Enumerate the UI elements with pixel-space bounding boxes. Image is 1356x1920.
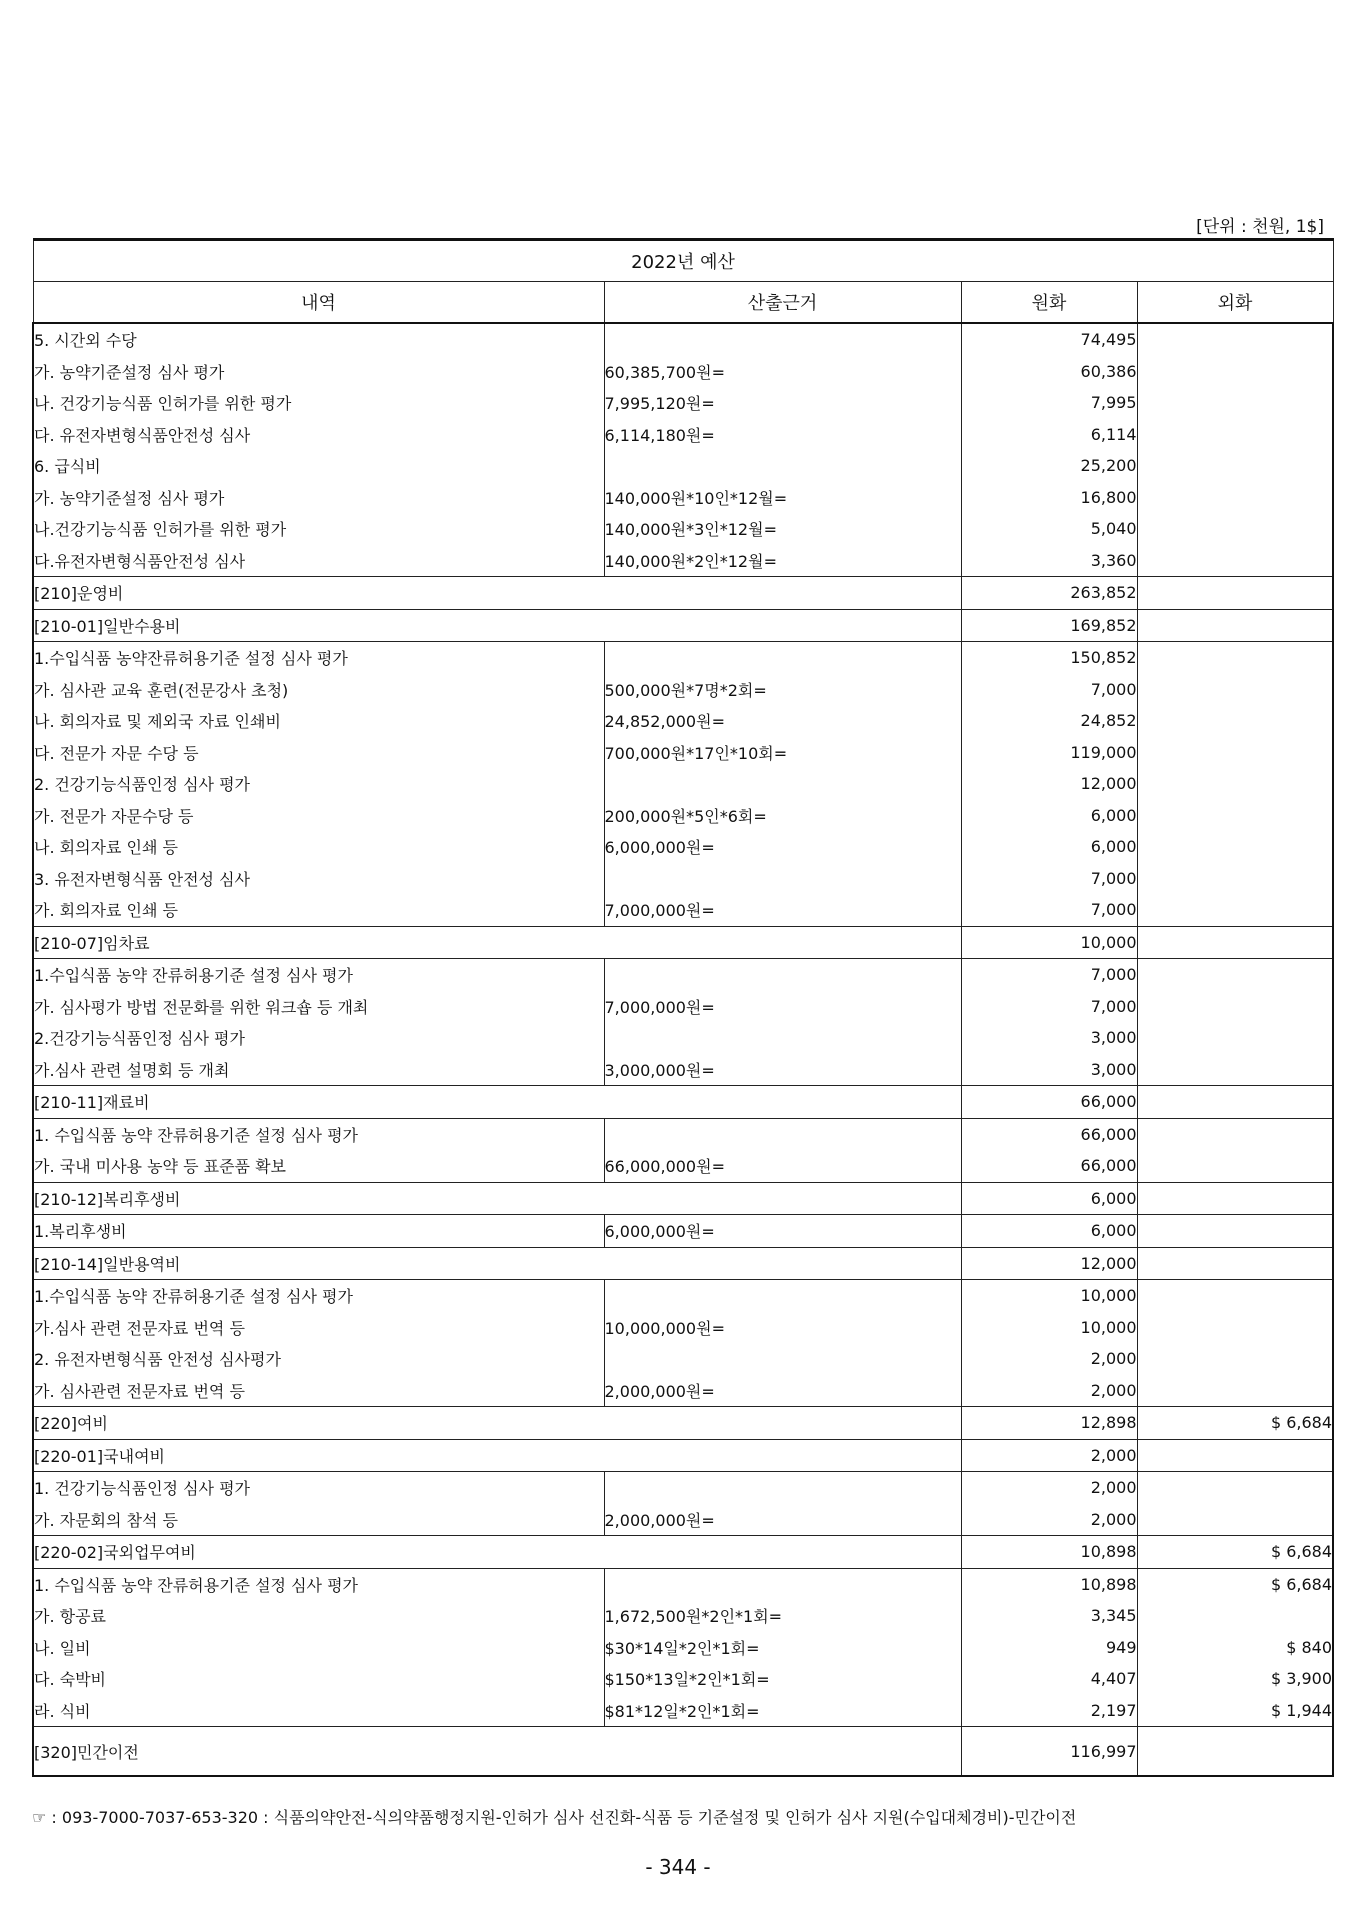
row-fx-amount xyxy=(1137,1118,1333,1150)
row-basis: 6,114,180원= xyxy=(604,419,961,451)
row-description: [220-02]국외업무여비 xyxy=(33,1536,961,1569)
row-krw-amount: 25,200 xyxy=(961,450,1137,482)
row-basis: 140,000원*10인*12월= xyxy=(604,482,961,514)
table-row xyxy=(33,1182,1333,1215)
table-row xyxy=(33,768,1333,800)
row-basis: 66,000,000원= xyxy=(604,1150,961,1182)
row-description: [220]여비 xyxy=(33,1407,961,1440)
table-row xyxy=(33,991,1333,1023)
row-krw-amount: 6,000 xyxy=(961,831,1137,863)
table-row xyxy=(33,1022,1333,1054)
table-row xyxy=(33,356,1333,388)
row-krw-amount: 150,852 xyxy=(961,642,1137,674)
row-description: 나. 회의자료 및 제외국 자료 인쇄비 xyxy=(33,705,604,737)
row-fx-amount xyxy=(1137,831,1333,863)
row-krw-amount: 2,197 xyxy=(961,1695,1137,1727)
row-fx-amount xyxy=(1137,1182,1333,1215)
table-row xyxy=(33,674,1333,706)
row-description: 나. 회의자료 인쇄 등 xyxy=(33,831,604,863)
row-krw-amount: 7,000 xyxy=(961,863,1137,895)
row-krw-amount: 10,000 xyxy=(961,926,1137,959)
row-fx-amount: $ 6,684 xyxy=(1137,1407,1333,1440)
table-row xyxy=(33,705,1333,737)
row-basis: 24,852,000원= xyxy=(604,705,961,737)
row-basis: $30*14일*2인*1회= xyxy=(604,1632,961,1664)
row-basis: 7,995,120원= xyxy=(604,387,961,419)
row-basis: 2,000,000원= xyxy=(604,1375,961,1407)
row-basis: 3,000,000원= xyxy=(604,1054,961,1086)
table-row xyxy=(33,1536,1333,1569)
row-fx-amount xyxy=(1137,1504,1333,1536)
row-fx-amount xyxy=(1137,894,1333,926)
row-description: 2. 유전자변형식품 안전성 심사평가 xyxy=(33,1343,604,1375)
row-krw-amount: 2,000 xyxy=(961,1375,1137,1407)
row-krw-amount: 10,000 xyxy=(961,1312,1137,1344)
row-krw-amount: 7,000 xyxy=(961,894,1137,926)
row-fx-amount xyxy=(1137,450,1333,482)
row-basis: 6,000,000원= xyxy=(604,831,961,863)
row-fx-amount xyxy=(1137,609,1333,642)
row-krw-amount: 12,000 xyxy=(961,768,1137,800)
table-row xyxy=(33,737,1333,769)
row-krw-amount: 10,898 xyxy=(961,1568,1137,1600)
row-description: [210-07]임차료 xyxy=(33,926,961,959)
row-description: 5. 시간외 수당 xyxy=(33,323,604,356)
row-basis: 1,672,500원*2인*1회= xyxy=(604,1600,961,1632)
row-basis xyxy=(604,1022,961,1054)
row-description: 나. 건강기능식품 인허가를 위한 평가 xyxy=(33,387,604,419)
table-row xyxy=(33,1695,1333,1727)
row-krw-amount: 5,040 xyxy=(961,513,1137,545)
table-row xyxy=(33,1375,1333,1407)
table-row xyxy=(33,1150,1333,1182)
table-row xyxy=(33,831,1333,863)
table-row xyxy=(33,419,1333,451)
row-krw-amount: 6,114 xyxy=(961,419,1137,451)
table-row xyxy=(33,1215,1333,1248)
row-krw-amount: 66,000 xyxy=(961,1118,1137,1150)
row-krw-amount: 7,000 xyxy=(961,959,1137,991)
row-basis xyxy=(604,768,961,800)
row-description: [210]운영비 xyxy=(33,577,961,610)
row-description: 가. 농약기준설정 심사 평가 xyxy=(33,356,604,388)
row-basis: 7,000,000원= xyxy=(604,991,961,1023)
row-description: [210-01]일반수용비 xyxy=(33,609,961,642)
row-description: 다. 유전자변형식품안전성 심사 xyxy=(33,419,604,451)
table-row xyxy=(33,1472,1333,1504)
row-krw-amount: 949 xyxy=(961,1632,1137,1664)
row-basis: 700,000원*17인*10회= xyxy=(604,737,961,769)
row-krw-amount: 66,000 xyxy=(961,1086,1137,1119)
row-description: 1. 수입식품 농약 잔류허용기준 설정 심사 평가 xyxy=(33,1118,604,1150)
table-row xyxy=(33,482,1333,514)
row-fx-amount: $ 6,684 xyxy=(1137,1536,1333,1569)
row-krw-amount: 6,000 xyxy=(961,1215,1137,1248)
row-krw-amount: 66,000 xyxy=(961,1150,1137,1182)
row-basis: 140,000원*2인*12월= xyxy=(604,545,961,577)
row-krw-amount: 60,386 xyxy=(961,356,1137,388)
row-description: 다.유전자변형식품안전성 심사 xyxy=(33,545,604,577)
row-description: 2.건강기능식품인정 심사 평가 xyxy=(33,1022,604,1054)
row-fx-amount xyxy=(1137,800,1333,832)
row-krw-amount: 6,000 xyxy=(961,800,1137,832)
row-basis: 7,000,000원= xyxy=(604,894,961,926)
row-description: 가. 농약기준설정 심사 평가 xyxy=(33,482,604,514)
row-description: 나. 일비 xyxy=(33,1632,604,1664)
row-fx-amount xyxy=(1137,482,1333,514)
row-fx-amount xyxy=(1137,1600,1333,1632)
row-basis xyxy=(604,1118,961,1150)
row-basis xyxy=(604,1343,961,1375)
budget-table-body xyxy=(33,323,1333,1776)
row-krw-amount: 74,495 xyxy=(961,323,1137,356)
row-fx-amount xyxy=(1137,1054,1333,1086)
row-basis: 2,000,000원= xyxy=(604,1504,961,1536)
table-row xyxy=(33,545,1333,577)
row-description: 6. 급식비 xyxy=(33,450,604,482)
table-row xyxy=(33,1280,1333,1312)
row-krw-amount: 10,000 xyxy=(961,1280,1137,1312)
row-description: 가. 전문가 자문수당 등 xyxy=(33,800,604,832)
row-krw-amount: 7,000 xyxy=(961,674,1137,706)
row-krw-amount: 16,800 xyxy=(961,482,1137,514)
row-fx-amount: $ 6,684 xyxy=(1137,1568,1333,1600)
row-fx-amount xyxy=(1137,1022,1333,1054)
row-description: 가. 심사관 교육 훈련(전문강사 초청) xyxy=(33,674,604,706)
row-fx-amount xyxy=(1137,1439,1333,1472)
row-basis xyxy=(604,863,961,895)
row-fx-amount xyxy=(1137,863,1333,895)
row-description: 가.심사 관련 설명회 등 개최 xyxy=(33,1054,604,1086)
row-krw-amount: 12,898 xyxy=(961,1407,1137,1440)
row-fx-amount xyxy=(1137,1280,1333,1312)
row-basis xyxy=(604,1280,961,1312)
row-fx-amount: $ 840 xyxy=(1137,1632,1333,1664)
row-basis: 500,000원*7명*2회= xyxy=(604,674,961,706)
row-fx-amount xyxy=(1137,1375,1333,1407)
row-krw-amount: 4,407 xyxy=(961,1663,1137,1695)
row-fx-amount xyxy=(1137,959,1333,991)
row-krw-amount: 2,000 xyxy=(961,1504,1137,1536)
table-row xyxy=(33,1504,1333,1536)
row-description: 다. 숙박비 xyxy=(33,1663,604,1695)
row-basis: 140,000원*3인*12월= xyxy=(604,513,961,545)
table-row xyxy=(33,1407,1333,1440)
row-krw-amount: 263,852 xyxy=(961,577,1137,610)
budget-table xyxy=(32,238,1334,1777)
row-fx-amount xyxy=(1137,1215,1333,1248)
row-fx-amount xyxy=(1137,991,1333,1023)
row-fx-amount xyxy=(1137,356,1333,388)
table-row xyxy=(33,894,1333,926)
row-fx-amount xyxy=(1137,545,1333,577)
row-description: 다. 전문가 자문 수당 등 xyxy=(33,737,604,769)
row-fx-amount xyxy=(1137,1343,1333,1375)
table-row xyxy=(33,1247,1333,1280)
table-row xyxy=(33,863,1333,895)
row-fx-amount xyxy=(1137,1086,1333,1119)
row-description: 1. 건강기능식품인정 심사 평가 xyxy=(33,1472,604,1504)
table-row xyxy=(33,1439,1333,1472)
row-fx-amount xyxy=(1137,419,1333,451)
row-fx-amount xyxy=(1137,513,1333,545)
table-row xyxy=(33,800,1333,832)
row-fx-amount xyxy=(1137,705,1333,737)
row-fx-amount xyxy=(1137,926,1333,959)
row-description: 가. 국내 미사용 농약 등 표준품 확보 xyxy=(33,1150,604,1182)
row-description: 가. 자문회의 참석 등 xyxy=(33,1504,604,1536)
table-row xyxy=(33,1118,1333,1150)
row-krw-amount: 3,000 xyxy=(961,1022,1137,1054)
row-description: 가. 항공료 xyxy=(33,1600,604,1632)
row-fx-amount xyxy=(1137,1472,1333,1504)
row-krw-amount: 119,000 xyxy=(961,737,1137,769)
table-row xyxy=(33,1727,1333,1777)
row-basis xyxy=(604,323,961,356)
row-fx-amount xyxy=(1137,1247,1333,1280)
row-description: 가. 심사평가 방법 전문화를 위한 워크숍 등 개최 xyxy=(33,991,604,1023)
table-row xyxy=(33,1086,1333,1119)
column-header-fx: 외화 xyxy=(1137,282,1333,324)
table-row xyxy=(33,609,1333,642)
row-krw-amount: 7,000 xyxy=(961,991,1137,1023)
row-basis: $81*12일*2인*1회= xyxy=(604,1695,961,1727)
row-description: 나.건강기능식품 인허가를 위한 평가 xyxy=(33,513,604,545)
row-fx-amount xyxy=(1137,387,1333,419)
page-number: - 344 - xyxy=(645,1855,711,1879)
row-krw-amount: 2,000 xyxy=(961,1472,1137,1504)
row-description: 1. 수입식품 농약 잔류허용기준 설정 심사 평가 xyxy=(33,1568,604,1600)
row-description: [320]민간이전 xyxy=(33,1727,961,1777)
table-title: 2022년 예산 xyxy=(33,240,1333,282)
row-fx-amount xyxy=(1137,674,1333,706)
table-row xyxy=(33,450,1333,482)
row-basis: 200,000원*5인*6회= xyxy=(604,800,961,832)
table-row xyxy=(33,387,1333,419)
table-row xyxy=(33,1343,1333,1375)
table-row xyxy=(33,1568,1333,1600)
row-description: 가.심사 관련 전문자료 번역 등 xyxy=(33,1312,604,1344)
table-row xyxy=(33,513,1333,545)
row-fx-amount xyxy=(1137,1727,1333,1777)
table-row xyxy=(33,959,1333,991)
table-row xyxy=(33,926,1333,959)
row-description: 1.수입식품 농약 잔류허용기준 설정 심사 평가 xyxy=(33,959,604,991)
row-krw-amount: 24,852 xyxy=(961,705,1137,737)
row-description: [210-11]재료비 xyxy=(33,1086,961,1119)
row-description: [210-14]일반용역비 xyxy=(33,1247,961,1280)
row-krw-amount: 169,852 xyxy=(961,609,1137,642)
row-krw-amount: 3,345 xyxy=(961,1600,1137,1632)
table-row xyxy=(33,1600,1333,1632)
row-basis: 6,000,000원= xyxy=(604,1215,961,1248)
table-row xyxy=(33,323,1333,356)
row-krw-amount: 6,000 xyxy=(961,1182,1137,1215)
row-fx-amount xyxy=(1137,323,1333,356)
row-basis xyxy=(604,1568,961,1600)
column-header-basis: 산출근거 xyxy=(604,282,961,324)
row-fx-amount: $ 3,900 xyxy=(1137,1663,1333,1695)
row-description: 가. 회의자료 인쇄 등 xyxy=(33,894,604,926)
row-description: 3. 유전자변형식품 안전성 심사 xyxy=(33,863,604,895)
row-description: 2. 건강기능식품인정 심사 평가 xyxy=(33,768,604,800)
row-fx-amount xyxy=(1137,1312,1333,1344)
row-description: 1.수입식품 농약 잔류허용기준 설정 심사 평가 xyxy=(33,1280,604,1312)
table-row xyxy=(33,642,1333,674)
table-row xyxy=(33,1054,1333,1086)
row-description: 가. 심사관련 전문자료 번역 등 xyxy=(33,1375,604,1407)
table-row xyxy=(33,1663,1333,1695)
row-krw-amount: 10,898 xyxy=(961,1536,1137,1569)
row-fx-amount xyxy=(1137,642,1333,674)
row-krw-amount: 2,000 xyxy=(961,1343,1137,1375)
table-row xyxy=(33,577,1333,610)
row-description: [220-01]국내여비 xyxy=(33,1439,961,1472)
unit-label: [단위 : 천원, 1$] xyxy=(1196,217,1324,237)
row-krw-amount: 3,360 xyxy=(961,545,1137,577)
row-description: [210-12]복리후생비 xyxy=(33,1182,961,1215)
row-krw-amount: 2,000 xyxy=(961,1439,1137,1472)
row-basis xyxy=(604,1472,961,1504)
row-fx-amount: $ 1,944 xyxy=(1137,1695,1333,1727)
row-fx-amount xyxy=(1137,577,1333,610)
row-krw-amount: 3,000 xyxy=(961,1054,1137,1086)
row-basis: 10,000,000원= xyxy=(604,1312,961,1344)
row-description: 1.수입식품 농약잔류허용기준 설정 심사 평가 xyxy=(33,642,604,674)
row-fx-amount xyxy=(1137,737,1333,769)
column-header-description: 내역 xyxy=(33,282,604,324)
row-basis xyxy=(604,642,961,674)
row-basis xyxy=(604,959,961,991)
table-row xyxy=(33,1632,1333,1664)
row-description: 라. 식비 xyxy=(33,1695,604,1727)
row-fx-amount xyxy=(1137,768,1333,800)
row-fx-amount xyxy=(1137,1150,1333,1182)
row-description: 1.복리후생비 xyxy=(33,1215,604,1248)
row-basis: 60,385,700원= xyxy=(604,356,961,388)
row-krw-amount: 7,995 xyxy=(961,387,1137,419)
row-basis xyxy=(604,450,961,482)
table-row xyxy=(33,1312,1333,1344)
row-krw-amount: 116,997 xyxy=(961,1727,1137,1777)
footnote: ☞ : 093-7000-7037-653-320 : 식품의약안전-식의약품행정지원-인허가 심사 선진화-식품 등 기준설정 및 인허가 심사 지원(수입대체경비)-민간이전 xyxy=(32,1808,1077,1827)
row-basis: $150*13일*2인*1회= xyxy=(604,1663,961,1695)
row-krw-amount: 12,000 xyxy=(961,1247,1137,1280)
column-header-krw: 원화 xyxy=(961,282,1137,324)
